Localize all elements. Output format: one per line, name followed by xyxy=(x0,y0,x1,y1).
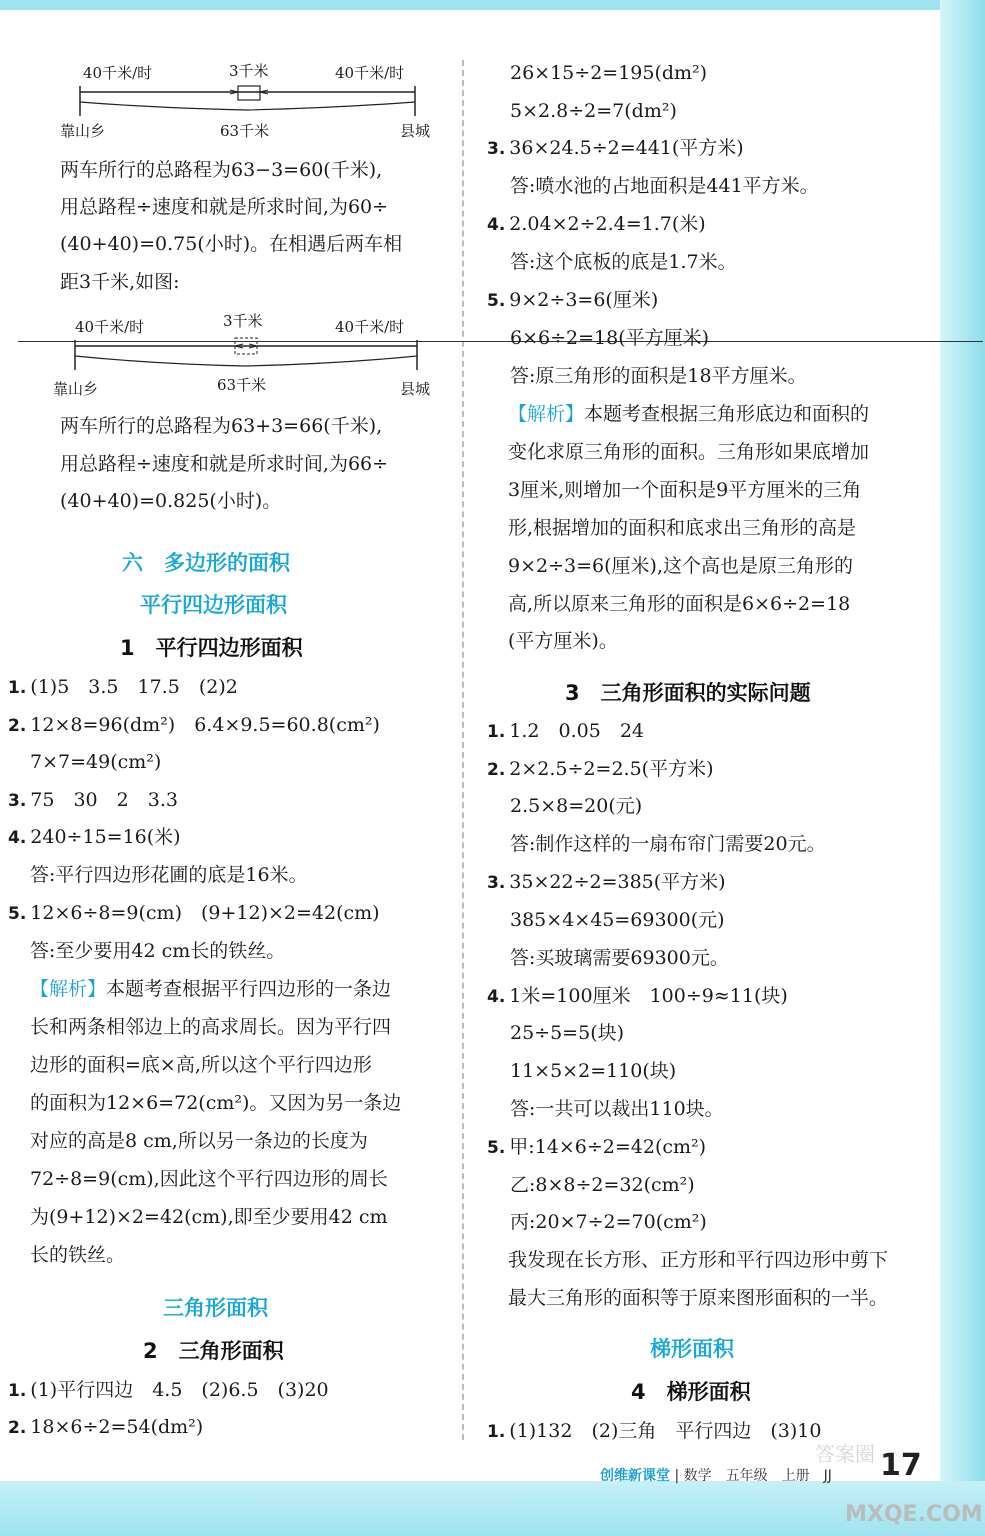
answer-line: 4. 1米=100厘米 100÷9≈11(块) xyxy=(487,985,788,1007)
analysis-line: 对应的高是8 cm,所以另一条边的长度为 xyxy=(30,1130,368,1152)
analysis-line: 【解析】本题考查根据三角形底边和面积的 xyxy=(508,403,870,425)
gap-label: 3千米 xyxy=(223,312,263,330)
text-line: 两车所行的总路程为63−3=60(千米), xyxy=(60,159,383,181)
analysis-tag: 【解析】 xyxy=(30,978,107,1000)
answer-line: 1. (1)5 3.5 17.5 (2)2 xyxy=(8,676,238,698)
text-line: (40+40)=0.825(小时)。 xyxy=(60,490,282,512)
page-footer: 创维新课堂 | 数学 五年级 上册 JJ xyxy=(600,1468,832,1484)
answer-line: 答:至少要用42 cm长的铁丝。 xyxy=(30,940,286,962)
answer-line: 丙:20×7÷2=70(cm²) xyxy=(510,1211,707,1233)
column-divider xyxy=(462,60,464,1440)
analysis-line: 高,所以原来三角形的面积是6×6÷2=18 xyxy=(508,593,851,615)
answer-line: 5×2.8÷2=7(dm²) xyxy=(510,100,677,122)
page-number: 17 xyxy=(880,1448,922,1483)
answer-line: 25÷5=5(块) xyxy=(510,1022,625,1044)
answer-line: 7×7=49(cm²) xyxy=(30,751,162,773)
answer-line: 答:喷水池的占地面积是441平方米。 xyxy=(510,175,819,197)
answer-line: 我发现在长方形、正方形和平行四边形中剪下 xyxy=(508,1249,889,1271)
answer-line: 答:制作这样的一扇布帘门需要20元。 xyxy=(510,833,826,855)
left-speed-label: 40千米/时 xyxy=(75,318,145,336)
analysis-line: 的面积为12×6=72(cm²)。又因为另一条边 xyxy=(30,1092,402,1114)
answer-line: 2. 12×8=96(dm²) 6.4×9.5=60.8(cm²) xyxy=(8,714,380,736)
answer-line: 5. 甲:14×6÷2=42(cm²) xyxy=(487,1136,707,1158)
right-place-label: 县城 xyxy=(400,380,431,398)
answer-line: 11×5×2=110(块) xyxy=(510,1060,677,1082)
text-line: 用总路程÷速度和就是所求时间,为66÷ xyxy=(60,453,389,475)
analysis-line: 【解析】本题考查根据平行四边形的一条边 xyxy=(30,978,392,1000)
answer-line: 385×4×45=69300(元) xyxy=(510,909,725,931)
answer-line: 26×15÷2=195(dm²) xyxy=(510,62,708,84)
footer-text: 数学 五年级 上册 JJ xyxy=(683,1468,832,1484)
left-place-label: 靠山乡 xyxy=(60,122,106,140)
analysis-line: 形,根据增加的面积和底求出三角形的高是 xyxy=(508,517,857,539)
analysis-line: 变化求原三角形的面积。三角形如果底增加 xyxy=(508,441,870,463)
analysis-line: 长的铁丝。 xyxy=(30,1244,126,1266)
section-title: 平行四边形面积 xyxy=(140,593,287,617)
answer-line: 答:平行四边形花圃的底是16米。 xyxy=(30,864,308,886)
answer-line: 5. 9×2÷3=6(厘米) xyxy=(487,289,659,311)
answer-line: 答:原三角形的面积是18平方厘米。 xyxy=(510,365,807,387)
distance-label: 63千米 xyxy=(217,376,267,394)
left-speed-label: 40千米/时 xyxy=(83,64,153,82)
answer-line: 6×6÷2=18(平方厘米) xyxy=(510,327,710,349)
answer-line: 1. 1.2 0.05 24 xyxy=(487,720,644,742)
right-border xyxy=(940,0,985,1536)
right-speed-label: 40千米/时 xyxy=(335,64,405,82)
watermark-url: MXQE.COM xyxy=(845,1502,983,1527)
section-title: 梯形面积 xyxy=(650,1337,734,1361)
answer-line: 答:买玻璃需要69300元。 xyxy=(510,947,729,969)
answer-line: 3. 35×22÷2=385(平方米) xyxy=(487,871,726,893)
right-place-label: 县城 xyxy=(400,122,431,140)
lesson-title: 2 三角形面积 xyxy=(143,1339,284,1363)
answer-line: 乙:8×8÷2=32(cm²) xyxy=(510,1174,695,1196)
text-line: 距3千米,如图: xyxy=(60,271,180,293)
lesson-title: 3 三角形面积的实际问题 xyxy=(565,681,811,705)
answer-line: 5. 12×6÷8=9(cm) (9+12)×2=42(cm) xyxy=(8,902,380,924)
answer-line: 4. 2.04×2÷2.4=1.7(米) xyxy=(487,213,706,235)
section-title: 三角形面积 xyxy=(163,1296,268,1320)
analysis-line: 长和两条相邻边上的高求周长。因为平行四 xyxy=(30,1016,392,1038)
answer-line: 答:一共可以裁出110块。 xyxy=(510,1098,724,1120)
watermark: 答案圈 xyxy=(815,1442,875,1466)
answer-line: 1. (1)132 (2)三角 平行四边 (3)10 xyxy=(487,1420,822,1442)
answer-line: 3. 36×24.5÷2=441(平方米) xyxy=(487,137,744,159)
right-speed-label: 40千米/时 xyxy=(335,318,405,336)
lesson-title: 4 梯形面积 xyxy=(631,1380,751,1404)
lesson-title: 1 平行四边形面积 xyxy=(120,636,303,660)
text-line: 两车所行的总路程为63+3=66(千米), xyxy=(60,415,383,437)
analysis-line: (平方厘米)。 xyxy=(508,630,618,652)
answer-line: 1. (1)平行四边 4.5 (2)6.5 (3)20 xyxy=(8,1379,329,1401)
left-place-label: 靠山乡 xyxy=(53,380,99,398)
bottom-border xyxy=(0,1481,985,1536)
analysis-line: 3厘米,则增加一个面积是9平方厘米的三角 xyxy=(508,479,862,501)
distance-diagram-2 xyxy=(45,308,445,400)
answer-line: 2. 18×6÷2=54(dm²) xyxy=(8,1416,204,1438)
unit-title: 六 多边形的面积 xyxy=(122,551,290,575)
distance-label: 63千米 xyxy=(220,122,270,140)
analysis-tag: 【解析】 xyxy=(508,403,585,425)
analysis-line: 9×2÷3=6(厘米),这个高也是原三角形的 xyxy=(508,555,853,577)
analysis-line: 72÷8=9(cm),因此这个平行四边形的周长 xyxy=(30,1168,388,1190)
text-line: (40+40)=0.75(小时)。在相遇后两车相 xyxy=(60,233,403,255)
analysis-line: 边形的面积=底×高,所以这个平行四边形 xyxy=(30,1054,372,1076)
analysis-line: 为(9+12)×2=42(cm),即至少要用42 cm xyxy=(30,1206,388,1228)
answer-line: 2. 2×2.5÷2=2.5(平方米) xyxy=(487,758,714,780)
answer-line: 2.5×8=20(元) xyxy=(510,795,643,817)
answer-line: 3. 75 30 2 3.3 xyxy=(8,789,178,811)
distance-diagram-1 xyxy=(55,58,435,148)
text-line: 用总路程÷速度和就是所求时间,为60÷ xyxy=(60,196,389,218)
answer-line: 最大三角形的面积等于原来图形面积的一半。 xyxy=(508,1287,889,1309)
answer-line: 4. 240÷15=16(米) xyxy=(8,826,181,848)
brand-name: 创维新课堂 xyxy=(600,1468,670,1484)
top-border xyxy=(0,0,985,10)
answer-line: 答:这个底板的底是1.7米。 xyxy=(510,251,737,273)
gap-label: 3千米 xyxy=(229,62,269,80)
